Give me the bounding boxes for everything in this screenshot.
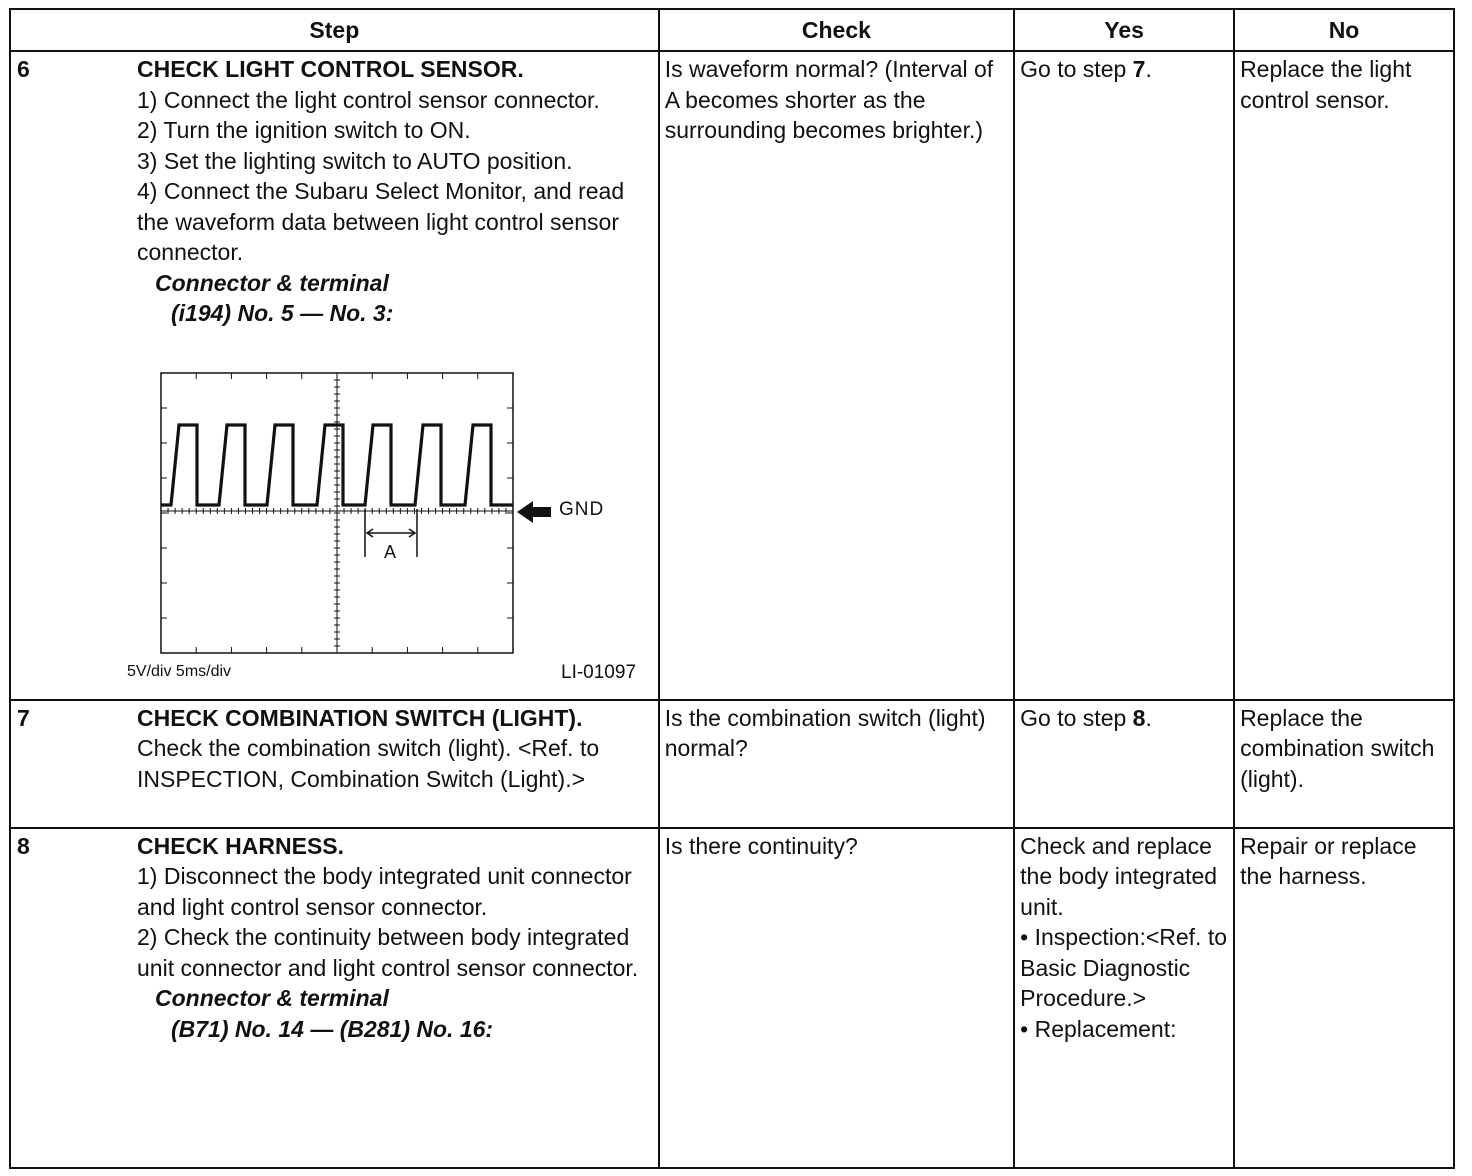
header-yes: Yes [1014,9,1234,51]
step-instruction: Check the combination switch (light). <Ref. to INSPECTION, Combination Switch (Light).> [137,735,600,792]
yes-action [1015,701,1233,734]
header-step: Step [10,9,659,51]
step-instruction: 4) Connect the Subaru Select Monitor, and read the waveform data between light control sensor connector. [137,178,625,265]
gnd-arrow-icon [517,501,551,523]
no-cell [1234,700,1454,828]
yes-replacement-ref: • Replacement: [1020,1015,1177,1042]
no-action: Repair or replace the harness. [1240,832,1417,889]
check-cell [659,700,1014,828]
header-row [10,9,1454,51]
yes-cell [1014,51,1234,700]
check-question: Is waveform normal? (Interval of A becomes shorter as the surrounding becomes brighter.) [664,56,994,143]
step-number: 7 [17,704,30,731]
no-cell [1234,828,1454,1168]
yes-step-link: 8 [1132,704,1146,731]
yes-suffix: . [1145,56,1152,82]
no-cell [1234,51,1454,700]
connector-terminal-label: Connector & terminal [155,269,389,296]
figure-id: LI-01097 [561,661,637,683]
scope-scale-label: 5V/div 5ms/div [127,662,232,680]
yes-text: Go to step [1020,704,1133,731]
connector-terminal-value: (i194) No. 5 — No. 3: [171,300,394,326]
gnd-label: GND [559,498,605,520]
diagnostic-table [9,8,1455,1169]
step-cell [10,700,659,828]
interval-label: A [384,541,397,562]
step-instruction: 3) Set the lighting switch to AUTO position. [137,147,573,174]
check-question: Is the combination switch (light) normal? [664,704,986,761]
step-number: 6 [17,56,30,82]
yes-suffix: . [1145,704,1152,731]
step-title: CHECK LIGHT CONTROL SENSOR. [137,56,524,82]
yes-action [1015,52,1233,85]
no-action: Replace the combination switch (light). [1240,704,1435,792]
step-title: CHECK HARNESS. [137,832,345,859]
waveform-figure [11,329,658,699]
step-instruction: 1) Disconnect the body integrated unit connector and light control sensor connector. [137,863,632,920]
yes-inspection-ref: • Inspection:<Ref. to Basic Diagnostic Procedure.> [1020,924,1228,1011]
step-cell [10,828,659,1168]
header-check: Check [659,9,1014,51]
waveform-diagram [11,329,651,699]
yes-cell [1014,700,1234,828]
step-instruction: 1) Connect the light control sensor connector. [137,86,600,113]
check-question: Is there continuity? [664,832,858,859]
check-cell [659,828,1014,1168]
connector-terminal-value: (B71) No. 14 — (B281) No. 16: [171,1015,494,1042]
yes-text: Go to step [1020,56,1133,82]
yes-action: Check and replace the body integrated unit. [1020,832,1218,920]
step-number: 8 [17,832,30,859]
step-instruction: 2) Check the continuity between body integrated unit connector and light control sensor connector. [137,924,639,981]
connector-terminal-label: Connector & terminal [155,985,389,1011]
step-title: CHECK COMBINATION SWITCH (LIGHT). [137,704,583,731]
step-cell [10,51,659,700]
table-row-step-7 [10,700,1454,828]
table-row-step-6 [10,51,1454,700]
step-instruction: 2) Turn the ignition switch to ON. [137,117,471,143]
yes-cell [1014,828,1234,1168]
no-action: Replace the light control sensor. [1240,56,1412,113]
check-cell [659,51,1014,700]
yes-step-link: 7 [1132,56,1146,82]
header-no: No [1234,9,1454,51]
table-row-step-8 [10,828,1454,1168]
